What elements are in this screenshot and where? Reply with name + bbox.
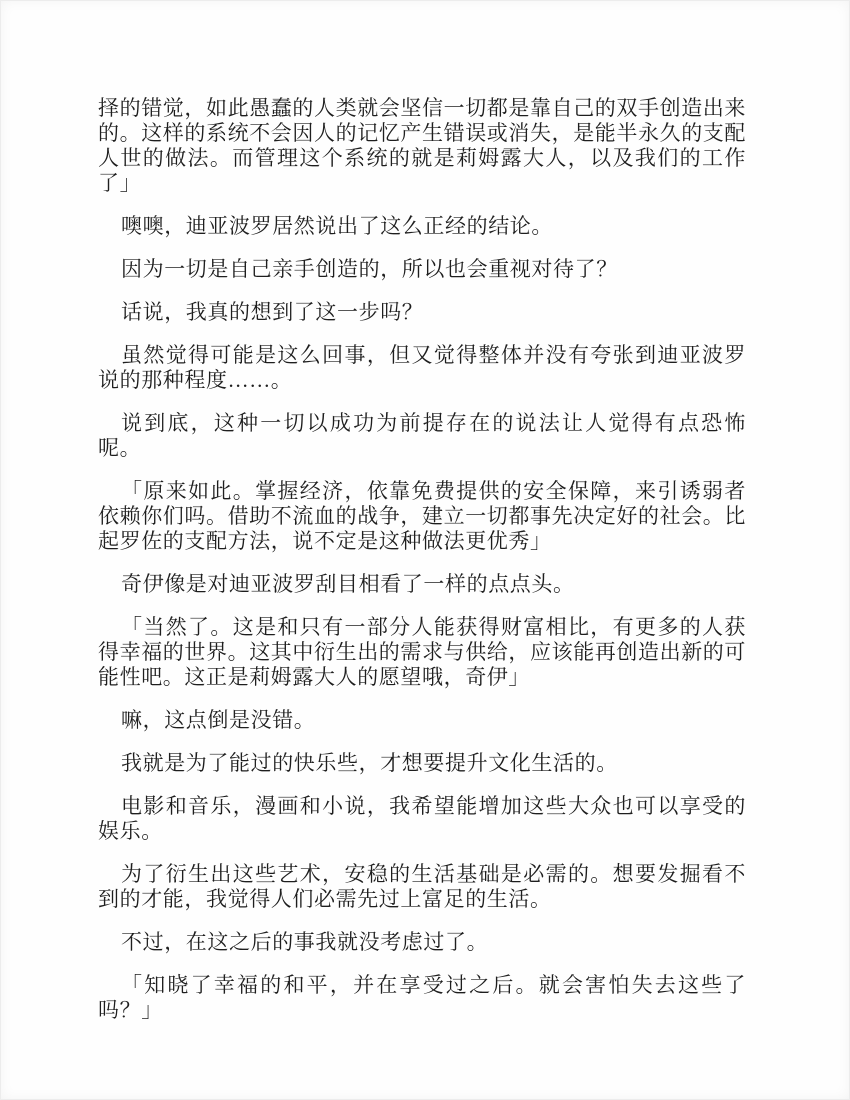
paragraph-10: 嘛，这点倒是没错。 <box>121 708 316 732</box>
paragraph-3: 因为一切是自己亲手创造的，所以也会重视对待了？ <box>121 257 618 281</box>
paragraph-6: 说到底，这种一切以成功为前提存在的说法让人觉得有点恐怖呢。 <box>98 411 746 460</box>
paragraph-4: 话说，我真的想到了这一步吗？ <box>121 300 424 324</box>
text-area <box>98 96 746 1041</box>
paragraph-7: 「原来如此。掌握经济，依靠免费提供的安全保障，来引诱弱者依赖你们吗。借助不流血的战争，建立一切都事先决定好的社会。比起罗佐的支配方法，说不定是这种做法更优秀」 <box>98 479 746 553</box>
paragraph-5: 虽然觉得可能是这么回事，但又觉得整体并没有夸张到迪亚波罗说的那种程度……。 <box>98 343 746 392</box>
paragraph-14: 不过，在这之后的事我就没考虑过了。 <box>121 930 489 954</box>
paragraph-13: 为了衍生出这些艺术，安稳的生活基础是必需的。想要发掘看不到的才能，我觉得人们必需先过上富足的生活。 <box>98 862 746 911</box>
paragraph-15: 「知晓了幸福的和平，并在享受过之后。就会害怕失去这些了吗？」 <box>98 973 746 1022</box>
paragraph-12: 电影和音乐，漫画和小说，我希望能增加这些大众也可以享受的娱乐。 <box>98 794 746 843</box>
paragraph-2: 噢噢，迪亚波罗居然说出了这么正经的结论。 <box>121 214 553 238</box>
paragraph-1: 择的错觉，如此愚蠢的人类就会坚信一切都是靠自己的双手创造出来的。这样的系统不会因人的记忆产生错误或消失，是能半永久的支配人世的做法。而管理这个系统的就是莉姆露大人，以及我们的工作了」 <box>98 96 746 195</box>
paragraph-11: 我就是为了能过的快乐些，才想要提升文化生活的。 <box>121 751 618 775</box>
paragraph-9: 「当然了。这是和只有一部分人能获得财富相比，有更多的人获得幸福的世界。这其中衍生出的需求与供给，应该能再创造出新的可能性吧。这正是莉姆露大人的愿望哦，奇伊」 <box>98 615 746 689</box>
paragraph-8: 奇伊像是对迪亚波罗刮目相看了一样的点点头。 <box>121 572 575 596</box>
